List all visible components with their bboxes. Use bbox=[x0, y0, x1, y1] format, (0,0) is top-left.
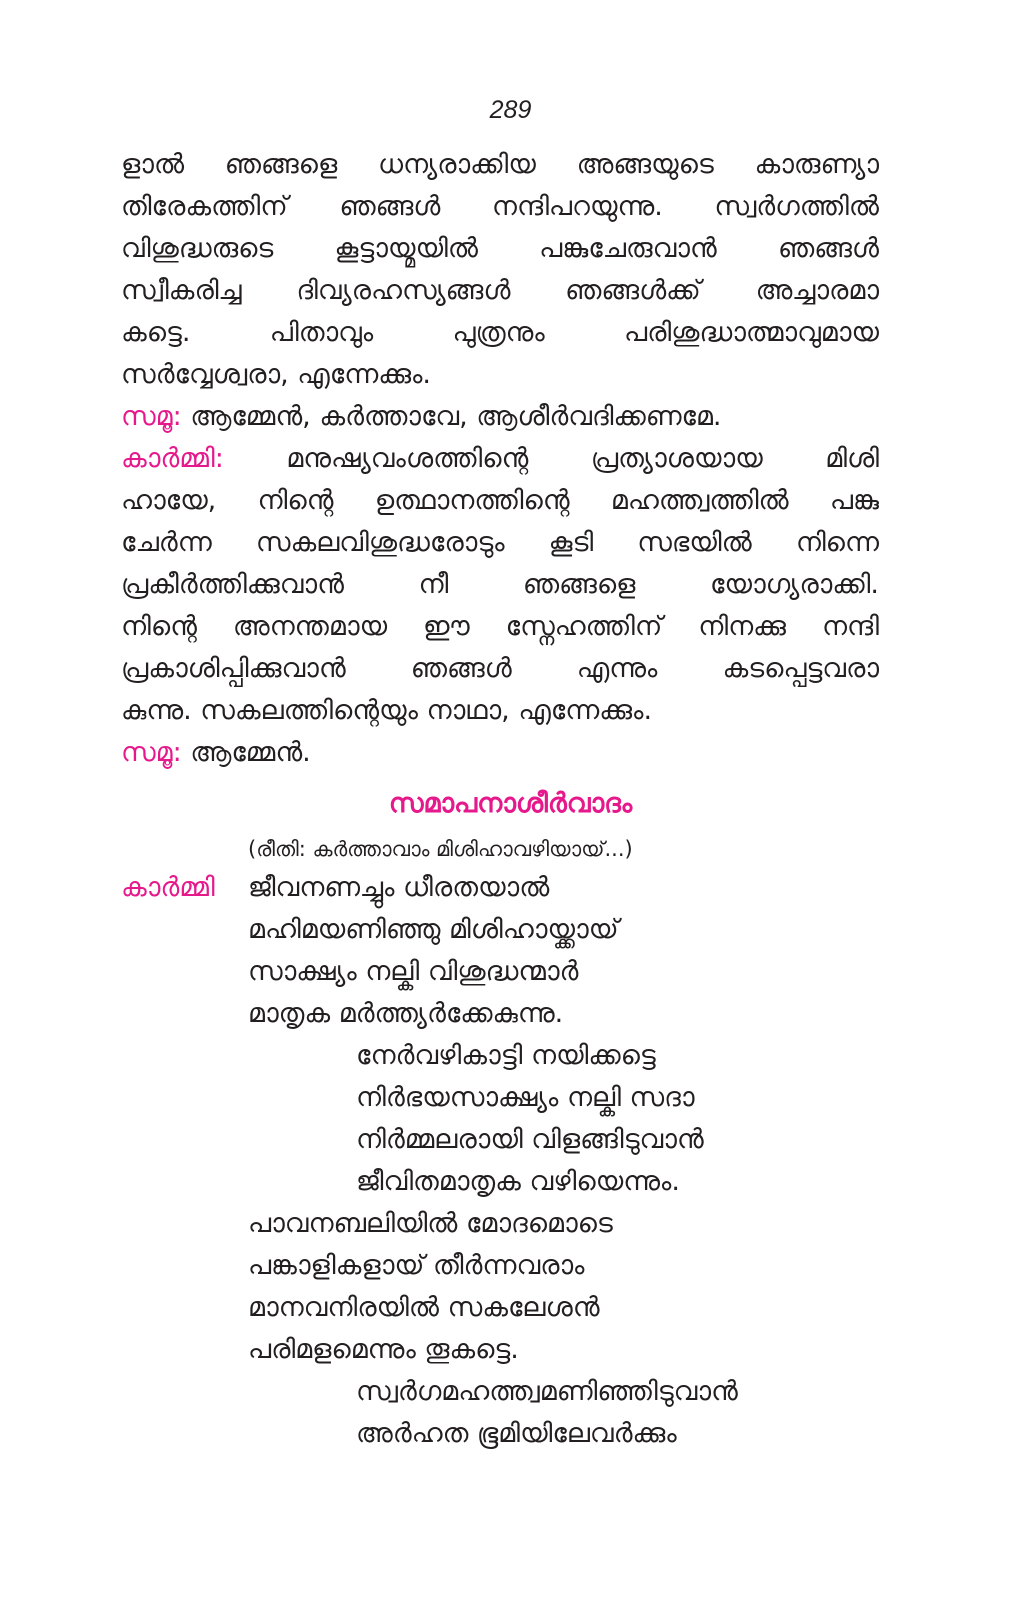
refrain-line: നിർഭയസാക്ഷ്യം നല്കി സദാ bbox=[356, 1082, 695, 1113]
hymn-line: ജീവനണച്ചും ധീരതയാൽ bbox=[248, 872, 550, 903]
hymn-line: പരിമളമെന്നും തൂകട്ടെ. bbox=[248, 1334, 519, 1365]
speaker-label: സമൂ: bbox=[121, 737, 182, 768]
refrain-line: നിർമ്മലരായി വിളങ്ങിടുവാൻ bbox=[356, 1124, 704, 1155]
paragraph-line: ളാൽ ഞങ്ങളെ ധന്യരാക്കിയ അങ്ങയുടെ കാരുണ്യാ bbox=[121, 149, 879, 180]
response-text: ആമ്മേൻ, കർത്താവേ, ആശീർവദിക്കണമേ. bbox=[190, 401, 722, 432]
paragraph-line: സർവ്വേശ്വരാ, എന്നേക്കും. bbox=[121, 359, 432, 390]
refrain-line: ജീവിതമാതൃക വഴിയെന്നും. bbox=[356, 1166, 680, 1197]
prayer-line: ചേർന്ന സകലവിശുദ്ധരോടും കൂടി സഭയിൽ നിന്നെ bbox=[121, 527, 879, 558]
prayer-line: പ്രകീർത്തിക്കുവാൻ നീ ഞങ്ങളെ യോഗ്യരാക്കി. bbox=[121, 569, 879, 600]
hymn-line: പങ്കാളികളായ് തീർന്നവരാം bbox=[248, 1250, 585, 1281]
tune-note: (രീതി: കർത്താവാം മിശിഹാവഴിയായ്...) bbox=[248, 837, 633, 861]
paragraph-line: കട്ടെ. പിതാവും പുത്രനും പരിശുദ്ധാത്മാവുമായ bbox=[121, 317, 879, 348]
paragraph-line: വിശുദ്ധരുടെ കൂട്ടായ്മയിൽ പങ്കുചേരുവാൻ ഞങ്ങൾ bbox=[121, 233, 879, 264]
prayer-line: കുന്നു. സകലത്തിന്റെയും നാഥാ, എന്നേക്കും. bbox=[121, 695, 653, 726]
speaker-label: കാർമ്മി: bbox=[121, 443, 224, 474]
page-number: 289 bbox=[489, 96, 532, 124]
prayer-first-line bbox=[121, 438, 879, 480]
response-line bbox=[121, 396, 879, 438]
prayer-line: പ്രകാശിപ്പിക്കുവാൻ ഞങ്ങൾ എന്നും കടപ്പെട്ടവരാ bbox=[121, 653, 879, 684]
hymn-line: മാതൃക മർത്ത്യർക്കേകുന്നു. bbox=[248, 998, 564, 1029]
hymn-line: സാക്ഷ്യം നല്കി വിശുദ്ധന്മാർ bbox=[248, 956, 579, 987]
hymn-line: മാനവനിരയിൽ സകലേശൻ bbox=[248, 1292, 600, 1323]
hymn-line: മഹിമയണിഞ്ഞു മിശിഹായ്ക്കായ് bbox=[248, 914, 619, 945]
prayer-line: നിന്റെ അനന്തമായ ഈ സ്നേഹത്തിന് നിനക്കു നന്ദി bbox=[121, 611, 879, 642]
paragraph-line: സ്വീകരിച്ച ദിവ്യരഹസ്യങ്ങൾ ഞങ്ങൾക്ക് അച്ചാരമാ bbox=[121, 275, 879, 306]
prayer-text: മനുഷ്യവംശത്തിന്റെ പ്രത്യാശയായ മിശി bbox=[286, 443, 879, 474]
hymn-line: പാവനബലിയിൽ മോദമൊടെ bbox=[248, 1208, 613, 1239]
response-line bbox=[121, 732, 879, 774]
response-text: ആമ്മേൻ. bbox=[190, 737, 311, 768]
speaker-label: സമൂ: bbox=[121, 401, 182, 432]
refrain-line: സ്വർഗമഹത്ത്വമണിഞ്ഞിടുവാൻ bbox=[356, 1376, 738, 1407]
prayer-line: ഹായേ, നിന്റെ ഉത്ഥാനത്തിന്റെ മഹത്ത്വത്തിൽ പങ്കു bbox=[121, 485, 879, 516]
refrain-line: അർഹത ഭൂമിയിലേവർക്കും bbox=[356, 1418, 677, 1449]
hymn-speaker-label: കാർമ്മി bbox=[121, 872, 215, 903]
section-heading: സമാപനാശീർവാദം bbox=[388, 788, 633, 819]
paragraph-line: തിരേകത്തിന് ഞങ്ങൾ നന്ദിപറയുന്നു. സ്വർഗത്തിൽ bbox=[121, 191, 879, 222]
refrain-line: നേർവഴികാട്ടി നയിക്കട്ടെ bbox=[356, 1040, 656, 1071]
